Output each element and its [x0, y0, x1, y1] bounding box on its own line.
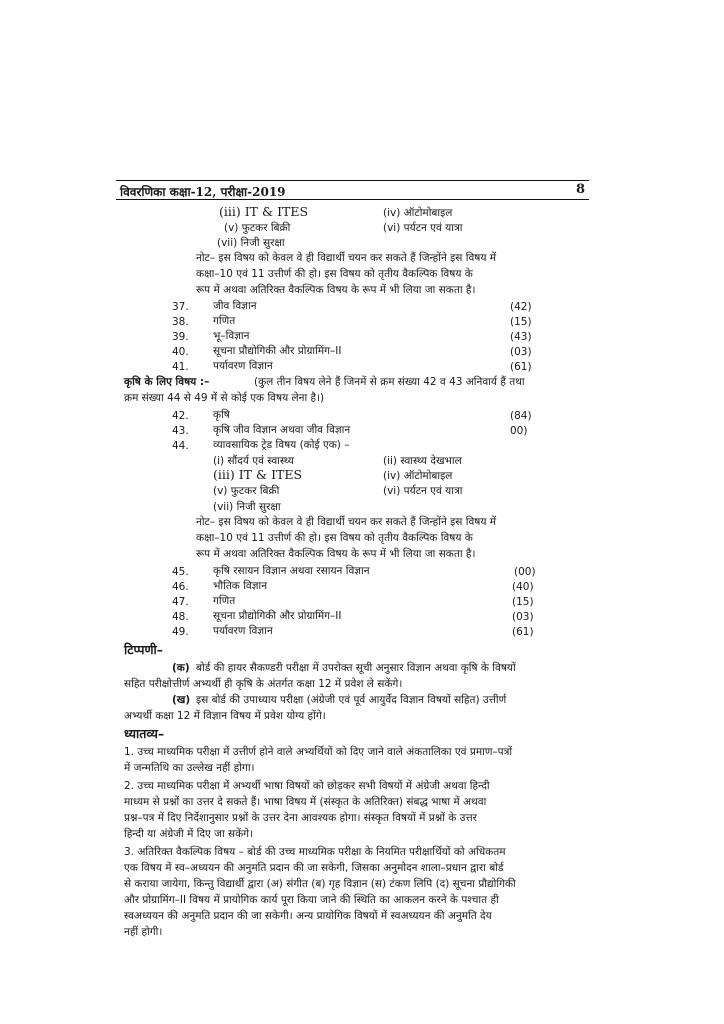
- subject-code: (03): [510, 346, 532, 358]
- paragraph-line: में जन्मतिथि का उल्लेख नहीं होगा।: [124, 762, 255, 774]
- subject-number: 44.: [172, 440, 189, 452]
- subject-number: 46.: [172, 581, 189, 593]
- note-line: कक्षा–10 एवं 11 उत्तीर्ण की हो। इस विषय को तृतीय वैकल्पिक विषय के: [196, 268, 473, 280]
- subject-name: सूचना प्रौद्योगिकी और प्रोग्रामिंग–II: [213, 345, 342, 357]
- subject-code: (03): [512, 611, 534, 623]
- subject-number: 37.: [172, 301, 189, 313]
- subject-number: 48.: [172, 611, 189, 623]
- subject-code: (61): [512, 626, 534, 638]
- section-intro: (कुल तीन विषय लेने हैं जिनमें से क्रम संख्या 42 व 43 अनिवार्य हैं तथा: [254, 376, 525, 388]
- option-item: (v) फुटकर बिक्री: [213, 485, 280, 497]
- subject-number: 42.: [172, 410, 189, 422]
- note-line: रूप में अथवा अतिरिक्त वैकल्पिक विषय के रूप में भी लिया जा सकता है।: [196, 548, 476, 560]
- subject-number: 47.: [172, 596, 189, 608]
- note-line: नोट– इस विषय को केवल वे ही विद्यार्थी चयन कर सकते हैं जिन्होंने इस विषय में: [196, 516, 497, 528]
- option-item: (ii) स्वास्थ्य देखभाल: [383, 455, 462, 467]
- subject-name: कृषि: [213, 409, 230, 421]
- header-title: विवरणिका कक्षा-12, परीक्षा-2019: [120, 185, 286, 199]
- subject-name: पर्यावरण विज्ञान: [213, 360, 273, 372]
- paragraph-line: से कराया जायेगा, किन्तु विद्यार्थी द्वारा (अ) संगीत (ब) गृह विज्ञान (स) टंकण लिपि (द) सूचना प्रौद्योगिकी: [124, 878, 516, 890]
- subject-number: 41.: [172, 361, 189, 373]
- subject-name: व्यावसायिक ट्रेड विषय (कोई एक) –: [213, 439, 350, 451]
- subject-name: कृषि रसायन विज्ञान अथवा रसायन विज्ञान: [213, 565, 370, 577]
- subject-number: 43.: [172, 425, 189, 437]
- note-line: सहित परीक्षोत्तीर्ण अभ्यर्थी ही कृषि के अंतर्गत कक्षा 12 में प्रवेश ले सकेंगे।: [124, 678, 403, 690]
- note-line: रूप में अथवा अतिरिक्त वैकल्पिक विषय के रूप में भी लिया जा सकता है।: [196, 284, 476, 296]
- note-line: कक्षा–10 एवं 11 उत्तीर्ण की हो। इस विषय को तृतीय वैकल्पिक विषय के: [196, 532, 473, 544]
- subject-name: गणित: [213, 595, 236, 607]
- option-item: (i) सौंदर्य एवं स्वास्थ्य: [213, 455, 294, 467]
- option-item: (vii) निजी सुरक्षा: [213, 501, 281, 513]
- note-label: (क): [172, 662, 190, 674]
- note-line: नोट– इस विषय को केवल वे ही विद्यार्थी चयन कर सकते हैं जिन्होंने इस विषय में: [196, 252, 497, 264]
- page-header: [116, 180, 589, 200]
- subject-code: (42): [510, 301, 532, 313]
- subject-name: कृषि जीव विज्ञान अथवा जीव विज्ञान: [213, 424, 351, 436]
- option-item: (iii) IT & ITES: [219, 204, 309, 219]
- paragraph-line: नहीं होगी।: [124, 926, 163, 938]
- subject-code: (84): [510, 410, 532, 422]
- subject-code: (43): [510, 331, 532, 343]
- page-number: 8: [575, 182, 585, 197]
- subject-code: (61): [510, 361, 532, 373]
- option-item: (vii) निजी सुरक्षा: [217, 237, 285, 249]
- paragraph-line: 3. अतिरिक्त वैकल्पिक विषय – बोर्ड की उच्च माध्यमिक परीक्षा के नियमित परीक्षार्थियों को अधिकतम: [124, 846, 506, 858]
- paragraph-line: स्वअध्ययन की अनुमति प्रदान की जा सकेगी। अन्य प्रायोगिक विषयों में स्वअध्ययन की अनुमति देय: [124, 910, 492, 922]
- subject-number: 39.: [172, 331, 189, 343]
- paragraph-line: 1. उच्च माध्यमिक परीक्षा में उत्तीर्ण होने वाले अभ्यर्थियों को दिए जाने वाले अंकतालिका एवं प्रमाण–पत्रों: [124, 746, 513, 758]
- subject-code: (40): [512, 581, 534, 593]
- option-item: (iv) ऑटोमोबाइल: [383, 207, 453, 219]
- paragraph-line: और प्रोग्रामिंग–II विषय में प्रायोगिक कार्य पूरा किया जाने की स्थिति का आकलन करने के पश्चात ही: [124, 894, 499, 906]
- option-item: (v) फुटकर बिक्री: [224, 222, 291, 234]
- subject-name: सूचना प्रौद्योगिकी और प्रोग्रामिंग–II: [213, 610, 342, 622]
- note-line: बोर्ड की हायर सैकण्डरी परीक्षा में उपरोक्त सूची अनुसार विज्ञान अथवा कृषि के विषयों: [196, 662, 516, 674]
- subject-code: (15): [512, 596, 534, 608]
- subject-code: (15): [510, 316, 532, 328]
- paragraph-line: प्रश्न–पत्र में दिए निर्देशानुसार प्रश्नों के उत्तर देना आवश्यक होगा। संस्कृत विषयों में प्रश्नों के उत्तर: [124, 812, 477, 824]
- section-heading: ध्यातव्य–: [124, 726, 165, 741]
- option-item: (vi) पर्यटन एवं यात्रा: [383, 222, 463, 234]
- section-heading: टिप्पणी–: [124, 642, 164, 657]
- note-label: (ख): [172, 694, 191, 706]
- subject-number: 40.: [172, 346, 189, 358]
- paragraph-line: माध्यम से प्रश्नों का उत्तर दे सकते हैं। भाषा विषय में (संस्कृत के अतिरिक्त) संबद्ध भाषा में अथवा: [124, 796, 487, 808]
- paragraph-line: एक विषय में स्व–अध्ययन की अनुमति प्रदान की जा सकेगी, जिसका अनुमोदन शाला–प्रधान द्वारा बोर्ड: [124, 862, 504, 874]
- paragraph-line: 2. उच्च माध्यमिक परीक्षा में अभ्यर्थी भाषा विषयों को छोड़कर सभी विषयों में अंग्रेजी अथवा हिन्दी: [124, 780, 490, 792]
- subject-name: पर्यावरण विज्ञान: [213, 625, 273, 637]
- subject-name: भौतिक विज्ञान: [213, 580, 268, 592]
- note-line: अभ्यर्थी कक्षा 12 में विज्ञान विषय में प्रवेश योग्य होंगे।: [124, 710, 326, 722]
- subject-number: 49.: [172, 626, 189, 638]
- option-item: (iv) ऑटोमोबाइल: [383, 470, 453, 482]
- subject-code: (00): [514, 566, 536, 578]
- subject-code: 00): [510, 425, 528, 437]
- option-item: (iii) IT & ITES: [213, 467, 303, 482]
- subject-number: 45.: [172, 566, 189, 578]
- paragraph-line: हिन्दी या अंग्रेजी में दिए जा सकेंगे।: [124, 828, 254, 840]
- subject-name: जीव विज्ञान: [213, 300, 257, 312]
- section-intro: क्रम संख्या 44 से 49 में से कोई एक विषय लेना है।): [124, 392, 325, 404]
- subject-number: 38.: [172, 316, 189, 328]
- note-line: इस बोर्ड की उपाध्याय परीक्षा (अंग्रेजी एवं पूर्व आयुर्वेद विज्ञान विषयों सहित) उत्तीर्ण: [196, 694, 507, 706]
- option-item: (vi) पर्यटन एवं यात्रा: [383, 485, 463, 497]
- subject-name: गणित: [213, 315, 236, 327]
- subject-name: भू–विज्ञान: [213, 330, 250, 342]
- section-heading: कृषि के लिए विषय :–: [124, 376, 210, 388]
